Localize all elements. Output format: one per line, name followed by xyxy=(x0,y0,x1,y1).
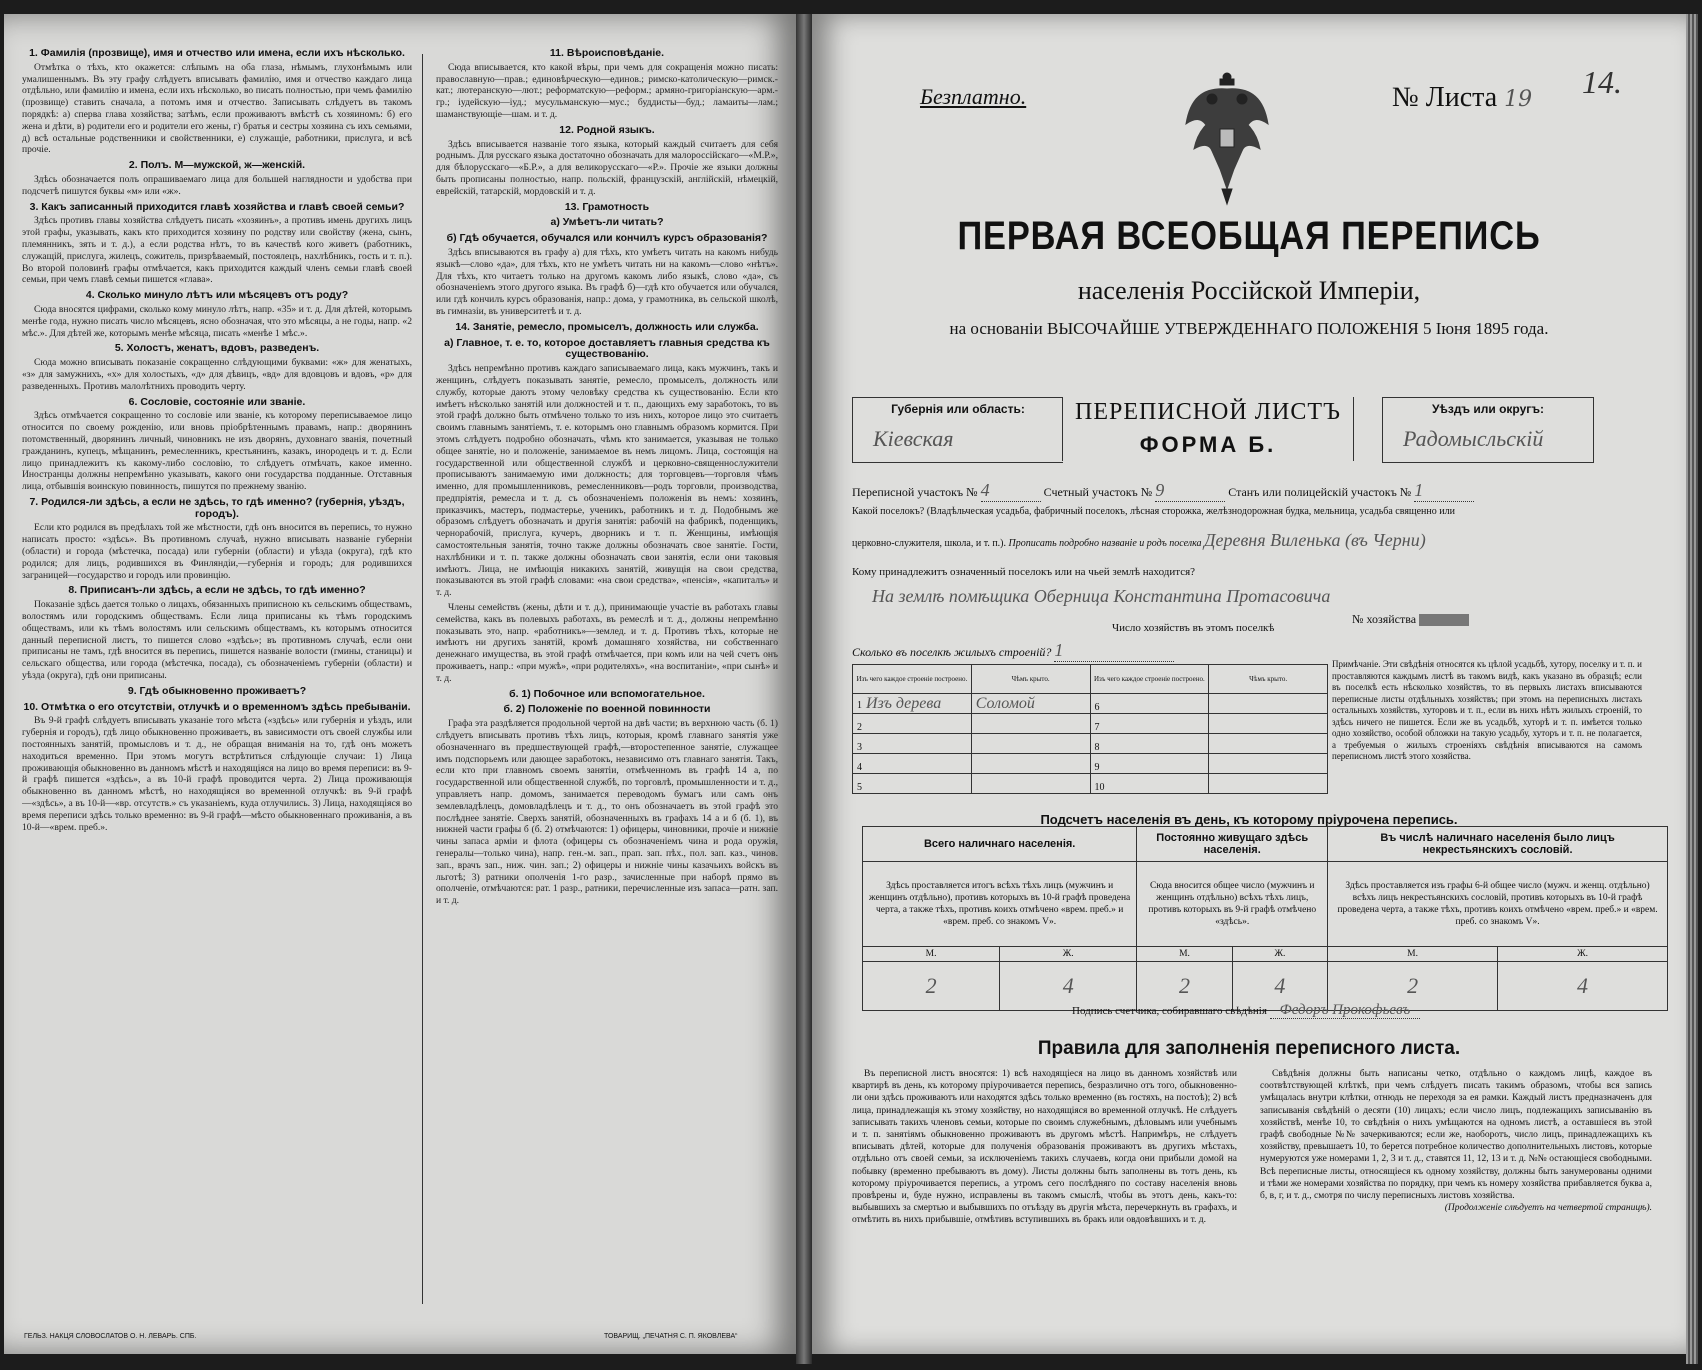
buildings-label: Сколько въ поселкѣ жилыхъ строеній? xyxy=(852,645,1052,659)
built-cell-10: 10 xyxy=(1090,774,1209,794)
open-census-book xyxy=(4,14,1698,1364)
heading-1: 1. Фамилія (прозвище), имя и отчество или имена, если ихъ нѣсколько. xyxy=(29,47,405,59)
heading-14b1: б. 1) Побочное или вспомогательное. xyxy=(509,687,705,700)
f-label: Ж. xyxy=(1498,947,1668,962)
left-page-instructions xyxy=(4,14,796,1354)
rules-text-2: Свѣдѣнія должны быть написаны четко, отдѣльно о каждомъ лицѣ, каждое въ соотвѣтствующей клѣткѣ, при чемъ слѣдуетъ писать такимъ образомъ, чтобы вся запись умѣщалась внутри клѣтки, отнюдь не переходя за ея рамки. Каждый листъ предназначенъ для записыванія свѣдѣній о десяти (10) лицахъ; если число лицъ, подлежащихъ записыванію въ хозяйствѣ, менѣе 10, то свѣдѣнія о нихъ умѣщаются на одномъ листѣ, а оставшіеся въ этой графѣ свободные №№ зачеркиваются; если же, наоборотъ, число лицъ, принадлежащихъ къ хозяйству, превышаетъ 10, то берется потребное количество дополнительныхъ листовъ, которые нумеруются уже номерами 1, 2, 3 и т. д., ставятся 11, 12, 13 и т. д. №№ остающіеся свободными. Всѣ переписные листы, относящіеся къ одному хозяйству, должны быть занумерованы одними и тѣми же номерами хозяйства по порядку, при чемъ къ номеру хозяйства прибавляется буква а, б, в, г, и т. д., смотря по числу переписныхъ листовъ хозяйства. xyxy=(1260,1069,1652,1202)
settlement-line xyxy=(852,530,1646,551)
page-edges xyxy=(1686,14,1698,1364)
household-number-label: № хозяйства xyxy=(1352,612,1417,626)
built-cell-5: 5 xyxy=(853,774,972,794)
rules-title: Правила для заполненія переписного листа. xyxy=(1037,1038,1461,1059)
instructions-column-2: 11. Вѣроисповѣданіе. Сюда вписывается, кто какой вѣры, при чемъ для сокращенія можно писать: православную—прав.; единовѣрческую—единов.; римско-католическую—римск.-кат.; лютеранскую—лют.; реформатскую—реформ.; армяно-григоріанскую—арм.-гр.; іудейскую—іуд.; мусульманскую—мус.; буддисты—буд.; ламаиты—лам.; шаманствующіе—шам. и т. д. 12. Родной языкъ. Здѣсь вписывается названіе того языка, который каждый считаетъ для себя роднымъ. Для русскаго языка достаточно обозначать для малороссійскаго—«М.Р.», для бѣлорусскаго—«Б.Р.», а для великорусскаго—«Р.». Прочіе же языки должны быть прописаны полностью, напр. польскій, французскій, англійскій, нѣмецкій, еврейскій, татарскій, мордовскій и т. д. 13. Грамотность а) Умѣетъ-ли читать? б) Гдѣ обучается, обучался или кончилъ курсъ образованія? Здѣсь вписываются въ графу а) для тѣхъ, кто умѣетъ читать на какомъ нибудь языкѣ—слово «да», для тѣхъ, кто не умѣетъ читать ни на какомъ—слово «нѣтъ». Для тѣхъ, кто читаетъ только на другомъ какомъ либо языкѣ, слово «да», съ обозначеніемъ этого другого языка. Въ графѣ б)—гдѣ кто обучается или обучался, или гдѣ кончилъ курсъ образованія, напр.: дома, у грамотника, въ сельской школѣ, въ гимназіи, въ университетѣ и т. д. 14. Занятіе, ремесло, промыселъ, должность или служба. а) Главное, т. е. то, которое доставляетъ главныя средства къ существованію. Здѣсь непремѣнно противъ каждаго записываемаго лица, какъ мужчинъ, такъ и женщинъ, слѣдуетъ показывать занятіе, ремесло, промыселъ, должность или службу, которые даютъ этому человѣку средства къ существованію. Если кто имѣетъ нѣсколько занятій или должностей и т. п., дающихъ ему заработокъ, то въ этой графѣ должно быть отмѣчено только то изъ нихъ, которое лицо это считаетъ своимъ главнымъ занятіемъ, т. е. которымъ оно главнымъ образомъ кормится. При этомъ слѣдуетъ подробно обозначать, чѣмъ кто занимается, указывая не только общее занятіе, но и положеніе, занимаемое въ немъ лицомъ. Лица, состоящія на государственной или общественной службѣ и церковно-священнослужители прописываютъ занимаемую ими должность; для торговцевъ—торговля чѣмъ именно, для промышленниковъ, ремесленниковъ—родъ торговли, производства, предпріятія, ремесла и т. д. съ обозначеніемъ положенія въ немъ: хозяинъ, приказчикъ, мастеръ, подмастерье, ученикъ, работникъ и т. д. Подобнымъ же образомъ слѣдуетъ обозначать и другія занятія: рабочій на фабрикѣ, поденщикъ, чернорабочій, прислуга, кучеръ, дворникъ и т. п. Женщины, имѣющія самостоятельныя занятія, точно также должны обозначать свое занятіе. Гости, нахлѣбники и т. п. также должны обозначать свои занятія, если они таковыя имѣютъ. Лица, не имѣющія никакихъ занятій, живущія на свои средства, показываются въ этой графѣ словами: «на свои средства», «пенсія», «капиталъ» и т. д. Члены семействъ (жены, дѣти и т. д.), принимающіе участіе въ работахъ главы семейства, какъ въ полевыхъ работахъ, въ ремеслѣ и т. д., должны непремѣнно показывать это, напр. «работникъ»—землед. и т. д. Противъ тѣхъ, которые не имѣютъ ни другихъ занятій, кромѣ домашняго хозяйства, ни собственнаго денежнаго имущества, въ этой графѣ отмѣчается, при комъ или на чей счетъ онъ проживаетъ, напр.: «при мужѣ», «при родителяхъ», «на воспитаніи», «при сынѣ» и т. д. б. 1) Побочное или вспомогательное. б. 2) Положеніе по военной повинности Графа эта раздѣляется продольной чертой на двѣ части; въ верхнюю часть (б. 1) слѣдуетъ вписывать противъ тѣхъ лицъ, которыя, кромѣ главнаго занятія уже обозначеннаго въ предшествующей графѣ,—второстепенное занятіе, служащее имъ подспорьемъ или дающее заработокъ, независимо отъ главнаго занятія. Такъ, если кто при главномъ своемъ занятіи, отмѣченномъ въ графѣ 14 а, по государственной или общественной службѣ, по торговлѣ, промышленности и т. д., управляетъ напр. домомъ, занимается переводомъ бумагъ или самъ онъ землевладѣлецъ, домовладѣлецъ и т. д., то онъ обозначаетъ въ этой графѣ это послѣднее занятіе. Сверхъ занятій, обозначенныхъ въ графахъ 14 а и б (б. 1), въ нижней части графы б (б. 2) отмѣчаются: 1) офицеры, чиновники, прочіе и нижніе чины запаса арміи и флота (офицеры съ обозначеніемъ чина и рода оружія, генералы—только чина), напр. ген.-м. зап., прап. зап. пѣх., пол. зап. каз., чинов. зап., врачъ зап., ниж. чин. зап.; 2) офицеры и нижніе чины казачьихъ войскъ въ льготѣ; 3) ратники ополченія 1-го разр., зачисленные при наборѣ прямо въ ополченіе, отмѣчаются: рат. 1 разр., ратники, перечисленные изъ запаса—ратн. зап. и т. д. xyxy=(436,47,778,907)
sections-line xyxy=(852,480,1646,502)
buildings-table xyxy=(852,664,1328,794)
heading-7: 7. Родился-ли здѣсь, а если не здѣсь, то гдѣ именно? (губернія, уѣздъ, городъ). xyxy=(29,495,405,520)
count-desc-noncrest: Здѣсь проставляется изъ графы 6-й общее число (мужч. и женщ. отдѣльно) всѣхъ лицъ некрестьянскихъ сословій, противъ которыхъ въ 10-й графѣ проведена черта, а также тѣхъ, противъ коихъ отмѣчено «врем. преб.» и «врем. преб. со знакомъ V». xyxy=(1328,862,1668,947)
roof-cell-10 xyxy=(1209,774,1328,794)
households-count-label: Число хозяйствъ въ этомъ поселкѣ xyxy=(1112,622,1275,634)
built-cell-7: 7 xyxy=(1090,714,1209,734)
heading-3: 3. Какъ записанный приходится главѣ хозяйства и главѣ своей семьи? xyxy=(29,200,405,213)
heading-13b: б) Гдѣ обучается, обучался или кончилъ курсъ образованія? xyxy=(446,232,768,245)
district-value: Радомысльскій xyxy=(1403,426,1544,451)
buildings-note: Примѣчаніе. Эти свѣдѣнія относятся къ цѣлой усадьбѣ, хутору, поселку и т. п. и проставляются каждымъ листѣ въ такомъ видѣ, какъ указано въ образцѣ; если въ поселкѣ есть нѣсколько хозяйствъ, то въ первыхъ листахъ вписываются переписные листы отдѣльныхъ хозяйствъ; при этомъ на переписныхъ листахъ остальныхъ хозяйствъ, хуторовъ и т. п., если въ нихъ нѣтъ жилыхъ строеній, то здѣсь ничего не пишется. Если же въ усадьбѣ, хуторѣ и т. п. имѣется только одно хозяйство, особой обложки на такую усадьбу, хуторъ и т. п. не полагается, а требуемыя о жилыхъ строеніяхъ свѣдѣнія вписываются на самомъ переписномъ листѣ этого хозяйства. xyxy=(1332,659,1642,761)
census-section-label: Переписной участокъ № xyxy=(852,485,978,499)
district-label: Уѣздъ или округъ: xyxy=(1431,402,1545,416)
district-box xyxy=(1382,397,1594,463)
table-row xyxy=(853,754,1328,774)
sheet-number-label: № Листа xyxy=(1392,82,1498,113)
counting-section-value: 9 xyxy=(1155,480,1225,502)
owner-value: На землѣ помѣщика Оберница Константина Протасовича xyxy=(872,586,1331,606)
camp-label: Станъ или полицейскій участокъ № xyxy=(1228,485,1412,499)
built-cell-1: 1 Изъ дерева xyxy=(853,694,972,714)
owner-line xyxy=(852,566,1646,578)
settlement-hint: Прописать подробно названіе и родъ поселка xyxy=(1008,538,1202,549)
book-spine xyxy=(796,14,812,1364)
heading-9: 9. Гдѣ обыкновенно проживаетъ? xyxy=(127,684,307,697)
sheet-number xyxy=(1392,82,1532,114)
camp-value: 1 xyxy=(1414,480,1474,502)
buildings-value: 1 xyxy=(1054,640,1174,662)
count-head-present: Всего наличнаго населенія. xyxy=(863,827,1137,862)
heading-5: 5. Холостъ, женатъ, вдовъ, разведенъ. xyxy=(114,342,320,355)
census-subtitle: населенія Россійской Имперіи, xyxy=(1077,276,1421,305)
buildings-head-built: Изъ чего каждое строеніе построено. xyxy=(853,665,972,694)
roof-cell-6 xyxy=(1209,694,1328,714)
rules-column-2 xyxy=(1260,1068,1652,1323)
count-head-permanent: Постоянно живущаго здѣсь населенія. xyxy=(1137,827,1328,862)
built-cell-6: 6 xyxy=(1090,694,1209,714)
signature-label: Подпись счетчика, собиравшаго свѣдѣнія xyxy=(1072,1005,1267,1017)
settlement-label: Какой поселокъ? (Владѣльческая усадьба, фабричный поселокъ, лѣсная сторожка, желѣзнодорожная будка, мельница, усадьба священно или xyxy=(852,506,1455,517)
printer-imprint-left: ГЕЛЬЗ. НАКЦЯ СЛОВОСЛАТОВ О. Н. ЛЕВАРЬ. СПБ. xyxy=(24,1333,197,1340)
noncrest-female: 4 xyxy=(1498,962,1668,1011)
m-label: М. xyxy=(1137,947,1232,962)
count-desc-permanent: Сюда вносится общее число (мужчинъ и женщинъ отдѣльно) всѣхъ тѣхъ лицъ, противъ которыхъ въ 9-й графѣ отмѣчено «здѣсь». xyxy=(1137,862,1328,947)
rules-text-1: Въ переписной листъ вносятся: 1) всѣ находящіеся на лицо въ данномъ хозяйствѣ или квартирѣ въ день, къ которому пріурочивается перепись, безразлично отъ того, обыкновенно-ли они здѣсь проживаютъ или находятся здѣсь только временно (въ гостяхъ, на постоѣ); 2) всѣ лица, принадлежащія къ этому хозяйству, но находящіяся во временной отлучкѣ. Не слѣдуетъ записывать такихъ членовъ семьи, которые по своимъ служебнымъ, дѣловымъ или учебнымъ и т. п. занятіямъ обыкновенно проживаютъ въ другомъ мѣстѣ. Напримѣръ, не слѣдуетъ вписывать дѣтей, которые для полученія образованія проживаютъ въ другихъ мѣстахъ, отдѣльно отъ своей семьи, за исключеніемъ такихъ случаевъ, когда они прибыли домой на побывку (временно пребываютъ въ дому). Листы должны быть заполнены въ тотъ день, къ которому пріурочивается перепись, а утромъ сего послѣдняго по составу населенія вновь провѣрены и, буде нужно, исправлены въ такомъ смыслѣ, чтобы въ этотъ день, какъ-то: выбывшихъ за смертью и выбывшихъ по отъѣзду въ другія мѣста, перечеркнуть въ графахъ, и отмѣтить въ нихъ прибывшіе, отмѣтивъ вступившихъ въ бракъ или овдовѣвшихъ и т. д. xyxy=(852,1069,1237,1226)
buildings-head-built-2: Изъ чего каждое строеніе построено. xyxy=(1090,665,1209,694)
roof-cell-1: Соломой xyxy=(971,694,1090,714)
f-label: Ж. xyxy=(1000,947,1137,962)
form-title-box xyxy=(1062,397,1354,461)
roof-cell-7 xyxy=(1209,714,1328,734)
census-main-title: ПЕРВАЯ ВСЕОБЩАЯ ПЕРЕПИСЬ xyxy=(957,214,1541,258)
rules-column-1 xyxy=(852,1068,1237,1323)
m-label: М. xyxy=(1328,947,1498,962)
permanent-female: 4 xyxy=(1232,962,1327,1011)
built-cell-3: 3 xyxy=(853,734,972,754)
present-male: 2 xyxy=(863,962,1000,1011)
settlement-value: Деревня Виленька (въ Черни) xyxy=(1204,530,1426,550)
heading-13a: а) Умѣетъ-ли читать? xyxy=(550,216,664,229)
permanent-male: 2 xyxy=(1137,962,1232,1011)
built-cell-9: 9 xyxy=(1090,754,1209,774)
instructions-column-1: 1. Фамилія (прозвище), имя и отчество или имена, если ихъ нѣсколько. Отмѣтка о тѣхъ, кто окажется: слѣпымъ на оба глаза, нѣмымъ, глухонѣмымъ или умалишеннымъ. Въ эту графу слѣдуетъ вписывать фамилію, имя и отчество каждаго лица отдѣльно, или фамилію и имена, если ихъ нѣсколько, во писать полностью, при чемъ фамилію (прозвище) ставить сначала, а потомъ имя и отчество. Записывать слѣдуетъ въ такомъ порядкѣ: а) сперва глава хозяйства; затѣмъ, если проживаютъ вмѣстѣ съ хозяиномъ: б) его жена и дѣти, в) родители его и родители его жены, г) братья и сестры хозяина съ ихъ семьями, д) всѣ остальные родственники и свойственники, е) служащіе, работники, прислуга, и всѣ прочіе. 2. Полъ. М—мужской, ж—женскій. Здѣсь обозначается полъ опрашиваемаго лица для большей наглядности и удобства при подсчетѣ пишутся буквы «м» или «ж». 3. Какъ записанный приходится главѣ хозяйства и главѣ своей семьи? Здѣсь противъ главы хозяйства слѣдуетъ писать «хозяинъ», а противъ имень другихъ лицъ этой графы, указывать, какъ кто приходится хозяину по родству или свойству (жена, сынъ, племянникъ, зять и т. д.), а если родства нѣтъ, то въ качествѣ кого живетъ (работникъ, служащій, прислуга, жилецъ, сожитель, призрѣваемый, постоялецъ, нахлѣбникъ, гость и т. п.). Во второй половинѣ графы отмѣчается, какъ приходится каждый членъ семьи главѣ своей семьи, при чемъ главѣ семьи пишется «глава». 4. Сколько минуло лѣтъ или мѣсяцевъ отъ роду? Сюда вносятся цифрами, сколько кому минуло лѣтъ, напр. «35» и т. д. Для дѣтей, которымъ менѣе года, нужно писать число мѣсяцевъ, ясно обозначая, что это мѣсяцы, а не годы, напр. «2 мѣс.». Для дѣтей же, которымъ менѣе мѣсяца, писать «менѣе 1 мѣс.». 5. Холостъ, женатъ, вдовъ, разведенъ. Сюда можно вписывать показаніе сокращенно слѣдующими буквами: «ж» для женатыхъ, «з» для замужнихъ, «х» для холостыхъ, «д» для дѣвицъ, «вд» для вдовцовъ и вдовъ, «р» для разведенныхъ. Противъ малолѣтнихъ проводить черту. 6. Сословіе, состояніе или званіе. Здѣсь отмѣчается сокращенно то сословіе или званіе, къ которому переписываемое лицо относится по своему рожденію, или вновь пріобрѣтеннымъ правамъ, напр.: дворянинъ потомственный, дворянинъ личный, чиновникъ не изъ дворянъ, духовнаго званія, почетный гражданинъ, купецъ, мѣщанинъ, ремесленникъ, крестьянинъ, казакъ, инородецъ и т. д. Если лицо принадлежитъ къ какому-либо сословію, то слѣдуетъ отмѣчать, какое именно. Иностранцы должны непремѣнно указывать, какого они государства подданные. Отставныя лица, отбывшія воинскую повинность, пишутся по прежнему званію. 7. Родился-ли здѣсь, а если не здѣсь, то гдѣ именно? (губернія, уѣздъ, городъ). Если кто родился въ предѣлахъ той же мѣстности, гдѣ онъ вносится въ перепись, то нужно написать просто: «здѣсь». Въ противномъ случаѣ, нужно вписывать названіе губерніи (области) и города (мѣстечка, посада) или губерніи (области) и уѣзда (округа), гдѣ кто родился; для лицъ, родившихся въ Финляндіи,—губернія и городъ; для родившихся заграницей—государство и городъ или провинцію. 8. Приписанъ-ли здѣсь, а если не здѣсь, то гдѣ именно? Показаніе здѣсь дается только о лицахъ, обязанныхъ приписною къ сельскимъ обществамъ, волостямъ или городскимъ обществамъ. Если лица приписаны къ тѣмъ городскимъ обществамъ, или къ тѣмъ волостямъ или сельскимъ обществамъ, къ которымъ относится данный переписной листъ, то пишется слово «здѣсь»; въ противномъ случаѣ, если они приписаны не тамъ, гдѣ вносится въ перепись, пишется названіе волости (гмины, станицы) и сельскаго общества, или города (мѣстечка, посада), съ обозначеніемъ губерніи (области) и уѣзда (округа), гдѣ они приписаны. 9. Гдѣ обыкновенно проживаетъ? 10. Отмѣтка о его отсутствіи, отлучкѣ и о временномъ здѣсь пребываніи. Въ 9-й графѣ слѣдуетъ вписывать указаніе того мѣста («здѣсь» или губернія и уѣздъ, или губернія и городъ), гдѣ лицо обыкновенно проживаетъ, въ зависимости отъ своей службы или постоянныхъ занятій, промысловъ и т. д., не обращая вниманія на то, гдѣ онъ можетъ находиться временно. При этомъ могутъ встрѣтиться слѣдующіе случаи: 1) Лица проживающія обыкновенно въ данномъ мѣстѣ и находящіяся на лицо во время переписи: въ 9-й графѣ пишется «здѣсь», а въ 10-й графѣ проводится черта. 2) Лица проживающія обыкновенно въ данномъ мѣстѣ, но находящіяся во временной отлучкѣ: въ 9-й графѣ—«здѣсь», а въ 10-й—«вр. отсутств.» съ указаніемъ, куда отлучились. 3) Лица, находящіяся во время переписи здѣсь только временно: въ 9-й графѣ—мѣсто обыкновеннаго проживанія, а въ 10-й—«врем. преб.». xyxy=(22,47,412,833)
roof-cell-5 xyxy=(971,774,1090,794)
form-title: ПЕРЕПИСНОЙ ЛИСТЪ xyxy=(1075,399,1341,425)
roof-cell-3 xyxy=(971,734,1090,754)
double-headed-eagle-icon xyxy=(1182,69,1272,209)
province-box xyxy=(852,397,1063,463)
built-cell-4: 4 xyxy=(853,754,972,774)
f-label: Ж. xyxy=(1232,947,1327,962)
free-label: Безплатно. xyxy=(920,84,1027,109)
built-cell-2: 2 xyxy=(853,714,972,734)
roof-cell-4 xyxy=(971,754,1090,774)
heading-13: 13. Грамотность xyxy=(564,200,650,213)
count-title: Подсчетъ населенія въ день, къ которому пріурочена перепись. xyxy=(1040,812,1458,827)
present-female: 4 xyxy=(1000,962,1137,1011)
form-subtitle: ФОРМА Б. xyxy=(1139,432,1277,457)
printer-imprint-right: ТОВАРИЩ. „ПЕЧАТНЯ С. П. ЯКОВЛЕВА“ xyxy=(604,1333,738,1340)
column-divider xyxy=(422,54,423,1304)
table-row xyxy=(853,774,1328,794)
census-basis: на основаніи ВЫСОЧАЙШЕ УТВЕРЖДЕННАГО ПОЛОЖЕНІЯ 5 Іюня 1895 года. xyxy=(949,319,1549,338)
province-label: Губернія или область: xyxy=(891,402,1025,416)
heading-8: 8. Приписанъ-ли здѣсь, а если не здѣсь, то гдѣ именно? xyxy=(68,584,366,597)
noncrest-male: 2 xyxy=(1328,962,1498,1011)
heading-4: 4. Сколько минуло лѣтъ или мѣсяцевъ отъ роду? xyxy=(85,289,349,302)
roof-cell-8 xyxy=(1209,734,1328,754)
heading-11: 11. Вѣроисповѣданіе. xyxy=(549,47,665,59)
corner-page-number: 14. xyxy=(1582,64,1622,100)
signature-value: Федоръ Прокофьевъ xyxy=(1270,1002,1420,1019)
settlement-label-2: церковно-служителя, школа, и т. п.). xyxy=(852,538,1006,549)
table-row xyxy=(853,714,1328,734)
heading-2: 2. Полъ. М—мужской, ж—женскій. xyxy=(128,159,306,172)
count-head-noncrest: Въ числѣ наличнаго населенія было лицъ некрестьянскихъ сословій. xyxy=(1328,827,1668,862)
heading-14b2: б. 2) Положеніе по военной повинности xyxy=(503,703,711,716)
heading-10: 10. Отмѣтка о его отсутствіи, отлучкѣ и о временномъ здѣсь пребываніи. xyxy=(23,700,411,713)
counting-section-label: Счетный участокъ № xyxy=(1043,485,1153,499)
buildings-head-roof-2: Чѣмъ крыто. xyxy=(1209,665,1328,694)
count-desc-present: Здѣсь проставляется итогъ всѣхъ тѣхъ лицъ (мужчинъ и женщинъ отдѣльно), противъ которыхъ въ 10-й графѣ проведена черта, а также тѣхъ, противъ коихъ отмѣчено «врем. преб.» и «врем. преб. со знакомъ V». xyxy=(863,862,1137,947)
roof-cell-2 xyxy=(971,714,1090,734)
heading-6: 6. Сословіе, состояніе или званіе. xyxy=(128,395,306,408)
census-section-value: 4 xyxy=(981,480,1041,502)
province-value: Кіевская xyxy=(873,426,954,451)
heading-14a: а) Главное, т. е. то, которое доставляетъ главныя средства къ существованію. xyxy=(444,336,770,361)
sheet-number-value: 19 xyxy=(1504,87,1533,112)
table-row xyxy=(853,694,1328,714)
table-row xyxy=(853,734,1328,754)
rules-continue: (Продолженіе слѣдуетъ на четвертой страницѣ). xyxy=(1444,1203,1652,1214)
roof-cell-9 xyxy=(1209,754,1328,774)
buildings-head-roof: Чѣмъ крыто. xyxy=(971,665,1090,694)
built-cell-8: 8 xyxy=(1090,734,1209,754)
m-label: М. xyxy=(863,947,1000,962)
heading-12: 12. Родной языкъ. xyxy=(559,123,655,136)
heading-14: 14. Занятіе, ремесло, промыселъ, должность или служба. xyxy=(455,320,759,333)
owner-value-line xyxy=(872,586,1646,607)
population-count-table xyxy=(862,826,1668,1011)
enumerator-signature-line xyxy=(1072,1002,1420,1019)
owner-label: Кому принадлежитъ означенный поселокъ или на чьей землѣ находится? xyxy=(852,566,1196,578)
right-page-census-form xyxy=(812,14,1686,1354)
